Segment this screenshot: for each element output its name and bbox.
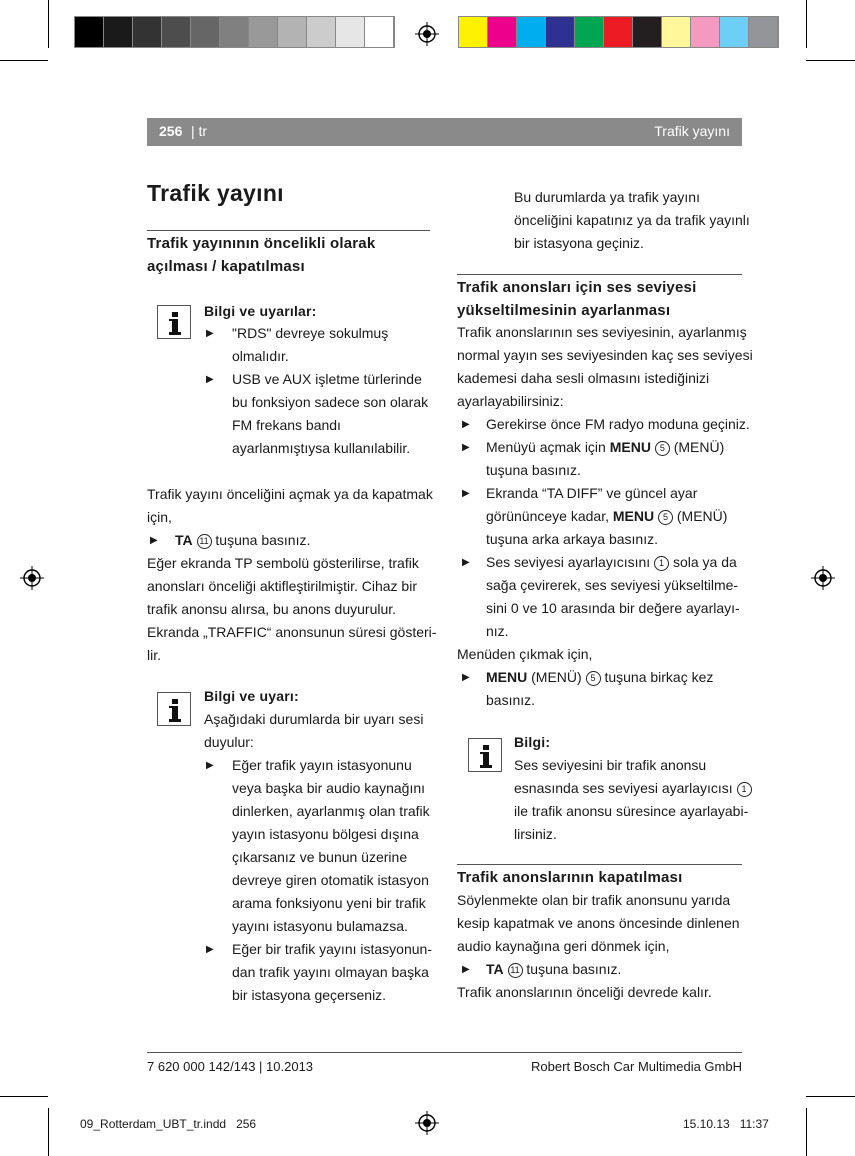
gray-swatch (249, 17, 278, 47)
section-heading-volume: Trafik anonsları için ses seviyesi yükseltilmesinin ayarlanması (457, 279, 697, 319)
step-ta: TA 11 tuşuna basınız. (175, 532, 311, 548)
crop-mark (806, 1096, 855, 1097)
bullet-arrow-icon: ▶ (150, 535, 158, 546)
bullet-arrow-icon: ▶ (462, 488, 470, 499)
process-swatch (633, 17, 662, 47)
gray-ramp-colorbar (74, 16, 395, 48)
section-rule (457, 274, 742, 275)
crop-mark (48, 1108, 49, 1156)
gray-swatch (365, 17, 394, 47)
info-icon (468, 738, 502, 772)
key-number-badge: 11 (508, 963, 523, 978)
info-bullet: Eğer bir trafik yayını istasyonun- dan trafik yayını olmayan başka bir istasyona geçerseniz. (232, 941, 432, 1003)
step: MENU (MENÜ) 5 tuşuna birkaç kez basınız. (486, 669, 714, 708)
paragraph: Trafik yayını önceliğini açmak ya da kapatmak için, (147, 486, 433, 525)
process-swatch (517, 17, 546, 47)
bullet-arrow-icon: ▶ (462, 442, 470, 453)
info-text: Ses seviyesini bir trafik anonsu esnasında ses seviyesi ayarlayıcısı 1 ile trafik anonsu süresince ayarlayabi- lirsiniz. (514, 754, 752, 846)
header-language: | tr (191, 123, 208, 139)
process-swatch (749, 17, 778, 47)
bullet-arrow-icon: ▶ (206, 760, 214, 771)
gray-swatch (220, 17, 249, 47)
gray-swatch (278, 17, 307, 47)
key-number-badge: 1 (654, 556, 669, 571)
info-bullet: Eğer trafik yayın istasyonunu veya başka bir audio kaynağını dinlerken, ayarlanmış olan trafik yayın istasyonu bölgesi dışına çıkarsanız ve bunun üzerine devreye giren otomatik istasyon arama fonksiyonu yeni bir trafik yayını istasyonu bulamazsa. (232, 757, 430, 934)
registration-mark-icon (20, 566, 44, 590)
step: Ses seviyesi ayarlayıcısını 1 sola ya da sağa çevirerek, ses seviyesi yükseltilme- sini 0 ve 10 arasında bir değere ayarlayı- nız. (486, 554, 740, 639)
info-icon (157, 692, 191, 726)
page-number: 256 (159, 123, 183, 139)
key-number-badge: 1 (737, 782, 752, 797)
key-number-badge: 5 (655, 441, 670, 456)
process-swatch (575, 17, 604, 47)
info-continuation: Bu durumlarda ya trafik yayını önceliğini kapatınız ya da trafik yayınlı bir istasyona geçiniz. (514, 189, 750, 251)
process-swatch (488, 17, 517, 47)
section-heading-cancel: Trafik anonslarının kapatılması (457, 869, 683, 886)
running-header (147, 118, 742, 146)
paragraph: Trafik anonslarının önceliği devrede kalır. (457, 984, 712, 1000)
paragraph: Menüden çıkmak için, (457, 646, 593, 662)
process-swatch (662, 17, 691, 47)
crop-mark (806, 0, 807, 48)
footer-rule (147, 1052, 742, 1053)
crop-mark (0, 1096, 48, 1097)
gray-swatch (133, 17, 162, 47)
section-rule (147, 230, 430, 231)
header-section-title: Trafik yayını (654, 123, 730, 139)
step: Ekranda “TA DIFF” ve güncel ayar görününceye kadar, MENU 5 (MENÜ) tuşuna arka arkaya basınız. (486, 485, 728, 547)
process-swatch (720, 17, 749, 47)
info-title: Bilgi ve uyarı: (204, 688, 299, 704)
gray-swatch (307, 17, 336, 47)
bullet-arrow-icon: ▶ (206, 374, 214, 385)
slug-date: 15.10.13 11:37 (683, 1117, 769, 1131)
bullet-arrow-icon: ▶ (462, 419, 470, 430)
step: Menüyü açmak için MENU 5 (MENÜ) tuşuna basınız. (486, 439, 725, 478)
slug-file: 09_Rotterdam_UBT_tr.indd 256 (80, 1117, 257, 1131)
process-colorbar (458, 16, 779, 48)
section-rule (457, 864, 742, 865)
section-heading-priority: Trafik yayınının öncelikli olarak açılması / kapatılması (147, 235, 376, 275)
footer-doc-number: 7 620 000 142/143 | 10.2013 (147, 1059, 314, 1074)
paragraph: Eğer ekranda TP sembolü gösterilirse, trafik anonsları önceliği aktifleştirilmiştir. Cihaz bir trafik anonsu alırsa, bu anons duyurulur. Ekranda „TRAFFIC“ anonsunun süresi gösteri- lir. (147, 555, 437, 663)
gray-swatch (162, 17, 191, 47)
crop-mark (806, 1108, 807, 1156)
footer-company: Robert Bosch Car Multimedia GmbH (531, 1059, 742, 1074)
registration-mark-icon (415, 22, 439, 46)
process-swatch (546, 17, 575, 47)
info-title: Bilgi ve uyarılar: (204, 303, 317, 319)
info-bullet: "RDS" devreye sokulmuş olmalıdır. (232, 325, 389, 364)
gray-swatch (104, 17, 133, 47)
process-swatch (691, 17, 720, 47)
info-icon (157, 305, 191, 339)
step-ta: TA 11 tuşuna basınız. (486, 961, 622, 977)
key-number-badge: 5 (658, 510, 673, 525)
registration-mark-icon (811, 566, 835, 590)
gray-swatch (191, 17, 220, 47)
paragraph: Söylenmekte olan bir trafik anonsunu yarıda kesip kapatmak ve anons öncesinde dinlenen audio kaynağına geri dönmek için, (457, 892, 740, 954)
info-text: Aşağıdaki durumlarda bir uyarı sesi duyulur: (204, 711, 424, 750)
paragraph: Trafik anonslarının ses seviyesinin, ayarlanmış normal yayın ses seviyesinden kaç ses seviyesi kademesi daha sesli olmasını istediğinizi ayarlayabilirsiniz: (457, 324, 753, 409)
gray-swatch (336, 17, 365, 47)
process-swatch (459, 17, 488, 47)
crop-mark (48, 0, 49, 48)
bullet-arrow-icon: ▶ (462, 557, 470, 568)
bullet-arrow-icon: ▶ (462, 672, 470, 683)
page-title: Trafik yayını (147, 180, 284, 206)
registration-mark-icon (415, 1111, 439, 1135)
key-number-badge: 11 (197, 534, 212, 549)
crop-mark (806, 60, 855, 61)
key-number-badge: 5 (586, 671, 601, 686)
bullet-arrow-icon: ▶ (206, 328, 214, 339)
bullet-arrow-icon: ▶ (206, 944, 214, 955)
info-title: Bilgi: (514, 734, 551, 750)
step: Gerekirse önce FM radyo moduna geçiniz. (486, 416, 750, 432)
bullet-arrow-icon: ▶ (462, 964, 470, 975)
process-swatch (604, 17, 633, 47)
gray-swatch (75, 17, 104, 47)
info-bullet: USB ve AUX işletme türlerinde bu fonksiyon sadece son olarak FM frekans bandı ayarlanmıştıysa kullanılabilir. (232, 371, 429, 456)
crop-mark (0, 60, 48, 61)
